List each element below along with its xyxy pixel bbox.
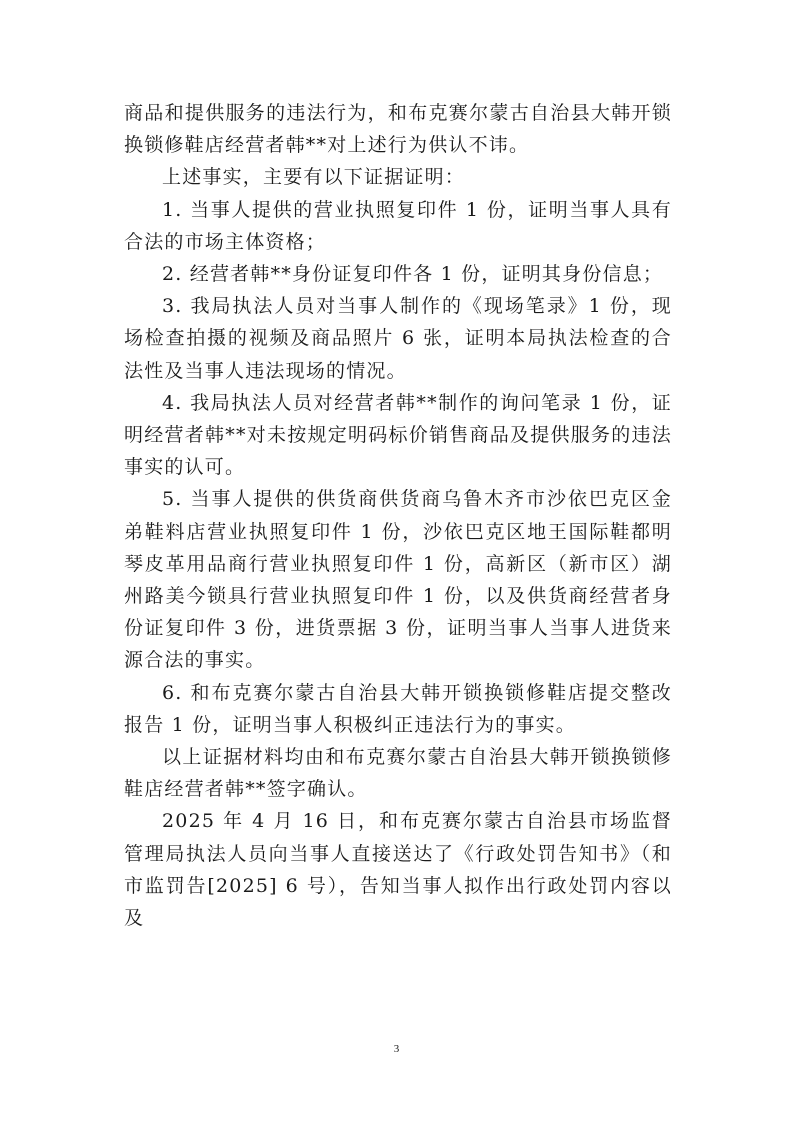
paragraph-evidence-intro: 上述事实，主要有以下证据证明： — [162, 166, 466, 189]
paragraph-evidence-5: 5. 当事人提供的供货商供货商乌鲁木齐市沙依巴克区金弟鞋料店营业执照复印件 1 份，沙依巴克区地王国际鞋都明琴皮革用品商行营业执照复印件 1 份，高新区（新市区）湖州路美今锁具行营业执照复印件 1 份，以及供货商经营者身份证复印件 3 份，进货票据 3 份，证明当事人当事人进货来源合法的事实。 — [124, 488, 672, 672]
page-number: 3 — [393, 1043, 400, 1055]
paragraph-evidence-3: 3. 我局执法人员对当事人制作的《现场笔录》1 份，现场检查拍摄的视频及商品照片 6 张，证明本局执法检查的合法性及当事人违法现场的情况。 — [124, 295, 672, 382]
paragraph-notice-delivery: 2025 年 4 月 16 日，和布克赛尔蒙古自治县市场监督管理局执法人员向当事人直接送达了《行政处罚告知书》（和市监罚告[2025] 6 号），告知当事人拟作出行政处罚内容以及 — [124, 810, 672, 930]
paragraph-evidence-confirmation: 以上证据材料均由和布克赛尔蒙古自治县大韩开锁换锁修鞋店经营者韩**签字确认。 — [124, 746, 672, 801]
paragraph-evidence-4: 4. 我局执法人员对经营者韩**制作的询问笔录 1 份，证明经营者韩**对未按规定明码标价销售商品及提供服务的违法事实的认可。 — [124, 391, 672, 479]
paragraph-evidence-6: 6. 和布克赛尔蒙古自治县大韩开锁换锁修鞋店提交整改报告 1 份，证明当事人积极纠正违法行为的事实。 — [124, 681, 672, 736]
paragraph-evidence-2: 2. 经营者韩**身份证复印件各 1 份，证明其身份信息； — [162, 263, 664, 286]
paragraph-evidence-1: 1. 当事人提供的营业执照复印件 1 份，证明当事人具有合法的市场主体资格； — [124, 198, 672, 253]
paragraph-continuation: 商品和提供服务的违法行为，和布克赛尔蒙古自治县大韩开锁换锁修鞋店经营者韩**对上述行为供认不讳。 — [124, 102, 672, 157]
document-body — [124, 97, 672, 934]
